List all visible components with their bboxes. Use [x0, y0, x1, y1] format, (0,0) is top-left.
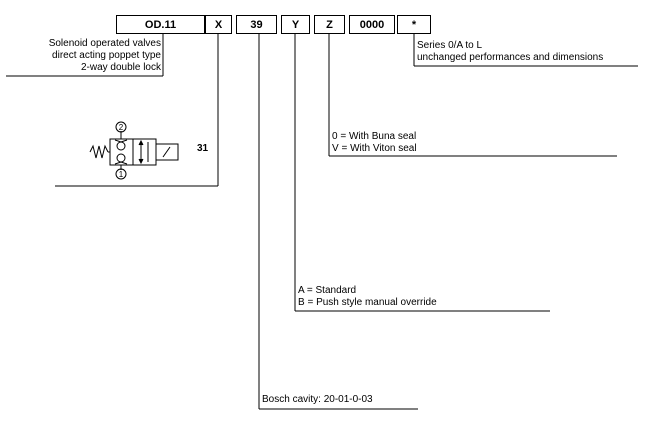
cavity-text: Bosch cavity: 20-01-0-03: [262, 394, 373, 405]
seal-line-1: 0 = With Buna seal: [332, 131, 417, 142]
code-box-x: X: [205, 15, 232, 34]
series-text: [417, 40, 603, 64]
description-line-1: Solenoid operated valves: [48, 38, 161, 49]
port-1-label: 1: [118, 170, 124, 179]
description-line-3: 2-way double lock: [80, 62, 161, 73]
series-line-2: unchanged performances and dimensions: [417, 52, 604, 63]
spring-icon: [90, 146, 108, 158]
check-ball-icon: [117, 142, 125, 150]
code-box-asterisk: *: [397, 15, 431, 34]
description-text: [6, 38, 161, 74]
seal-text: [332, 131, 417, 155]
override-line-1: A = Standard: [298, 285, 357, 296]
seal-line-2: V = With Viton seal: [332, 143, 417, 154]
description-line-2: direct acting poppet type: [52, 50, 161, 61]
valve-symbol-icon: [90, 122, 178, 179]
port-2-label: 2: [118, 123, 124, 132]
code-box-0000: 0000: [349, 15, 395, 34]
code-box-y: Y: [281, 15, 310, 34]
series-line-1: Series 0/A to L: [417, 40, 483, 51]
check-ball-icon: [117, 154, 125, 162]
code-box-series-prefix: OD.11: [116, 15, 205, 34]
override-text: [298, 285, 437, 309]
override-line-2: B = Push style manual override: [298, 297, 437, 308]
code-box-z: Z: [314, 15, 345, 34]
code-box-39: 39: [236, 15, 277, 34]
symbol-ref-number: 31: [197, 143, 209, 154]
